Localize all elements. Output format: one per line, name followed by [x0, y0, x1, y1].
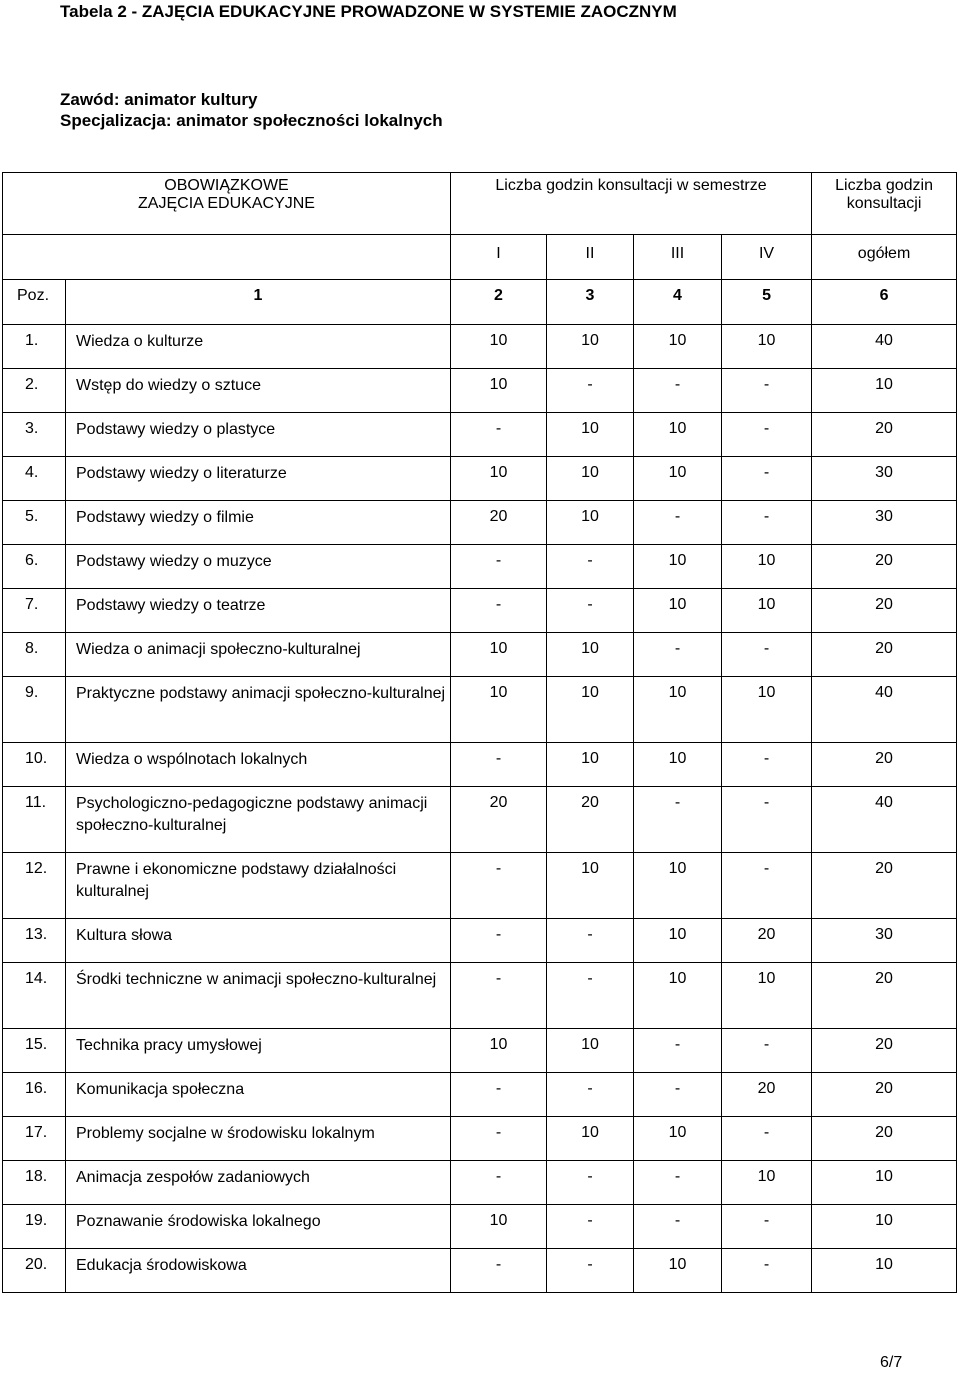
row-semester-4: 20	[722, 1073, 812, 1117]
table-row	[3, 919, 957, 963]
row-semester-2: 10	[547, 853, 634, 919]
header-blank-cell	[3, 235, 451, 280]
semester-iii-header: III	[634, 235, 722, 280]
table-row	[3, 501, 957, 545]
row-semester-3: -	[634, 1029, 722, 1073]
numbering-6: 6	[812, 280, 957, 325]
row-total: 20	[812, 1073, 957, 1117]
row-position: 2.	[3, 369, 66, 413]
row-position: 4.	[3, 457, 66, 501]
semesters-header	[451, 173, 812, 235]
row-semester-1: 10	[451, 1205, 547, 1249]
row-semester-1: 10	[451, 1029, 547, 1073]
row-position: 12.	[3, 853, 66, 919]
table-row	[3, 1117, 957, 1161]
row-semester-4: -	[722, 413, 812, 457]
row-total: 10	[812, 1161, 957, 1205]
table-row	[3, 457, 957, 501]
row-position: 5.	[3, 501, 66, 545]
row-semester-2: 10	[547, 633, 634, 677]
row-semester-1: 10	[451, 369, 547, 413]
row-position: 7.	[3, 589, 66, 633]
row-position: 18.	[3, 1161, 66, 1205]
row-total: 30	[812, 457, 957, 501]
row-course-name: Kultura słowa	[66, 919, 451, 963]
row-semester-2: 10	[547, 677, 634, 743]
row-position: 17.	[3, 1117, 66, 1161]
row-total: 20	[812, 963, 957, 1029]
row-semester-1: -	[451, 589, 547, 633]
row-semester-1: -	[451, 853, 547, 919]
row-semester-4: -	[722, 743, 812, 787]
row-total: 40	[812, 787, 957, 853]
row-semester-3: 10	[634, 1249, 722, 1293]
row-semester-2: 10	[547, 1029, 634, 1073]
row-semester-3: -	[634, 369, 722, 413]
row-semester-3: 10	[634, 545, 722, 589]
row-semester-2: -	[547, 1205, 634, 1249]
row-total: 20	[812, 853, 957, 919]
numbering-4: 4	[634, 280, 722, 325]
table-title: Tabela 2 - ZAJĘCIA EDUKACYJNE PROWADZONE W SYSTEMIE ZAOCZNYM	[60, 2, 677, 21]
row-course-name: Wiedza o wspólnotach lokalnych	[66, 743, 451, 787]
row-semester-4: -	[722, 1029, 812, 1073]
table-row	[3, 1205, 957, 1249]
row-semester-3: 10	[634, 589, 722, 633]
row-position: 14.	[3, 963, 66, 1029]
row-semester-4: -	[722, 457, 812, 501]
row-semester-1: -	[451, 963, 547, 1029]
profession-line: Zawód: animator kultury	[60, 90, 258, 109]
row-position: 9.	[3, 677, 66, 743]
row-position: 6.	[3, 545, 66, 589]
table-row	[3, 853, 957, 919]
row-total: 20	[812, 545, 957, 589]
row-course-name: Podstawy wiedzy o filmie	[66, 501, 451, 545]
row-course-name: Środki techniczne w animacji społeczno-kulturalnej	[66, 963, 451, 1029]
row-course-name: Prawne i ekonomiczne podstawy działalności kulturalnej	[66, 853, 451, 919]
row-position: 16.	[3, 1073, 66, 1117]
header-row-titles	[3, 173, 957, 235]
row-course-name: Poznawanie środowiska lokalnego	[66, 1205, 451, 1249]
row-semester-1: 10	[451, 457, 547, 501]
row-course-name: Wiedza o kulturze	[66, 325, 451, 369]
row-total: 10	[812, 1249, 957, 1293]
row-semester-2: 10	[547, 457, 634, 501]
numbering-2: 2	[451, 280, 547, 325]
numbering-3: 3	[547, 280, 634, 325]
row-position: 1.	[3, 325, 66, 369]
row-position: 19.	[3, 1205, 66, 1249]
row-total: 20	[812, 1117, 957, 1161]
row-semester-2: -	[547, 963, 634, 1029]
row-semester-4: -	[722, 1205, 812, 1249]
row-total: 20	[812, 589, 957, 633]
row-position: 13.	[3, 919, 66, 963]
row-semester-1: -	[451, 919, 547, 963]
row-position: 15.	[3, 1029, 66, 1073]
row-semester-3: -	[634, 787, 722, 853]
row-semester-2: 10	[547, 743, 634, 787]
row-position: 3.	[3, 413, 66, 457]
row-semester-3: -	[634, 633, 722, 677]
total-ogolem-header: ogółem	[812, 235, 957, 280]
total-header	[812, 173, 957, 235]
semesters-header-text: Liczba godzin konsultacji w semestrze	[495, 177, 767, 194]
row-semester-1: -	[451, 545, 547, 589]
row-semester-1: -	[451, 1161, 547, 1205]
row-semester-4: -	[722, 369, 812, 413]
row-course-name: Animacja zespołów zadaniowych	[66, 1161, 451, 1205]
row-semester-2: -	[547, 369, 634, 413]
row-semester-4: -	[722, 1117, 812, 1161]
numbering-1: 1	[66, 280, 451, 325]
row-course-name: Komunikacja społeczna	[66, 1073, 451, 1117]
header-row-semesters	[3, 235, 957, 280]
numbering-row	[3, 280, 957, 325]
row-semester-4: 10	[722, 677, 812, 743]
semester-iv-header: IV	[722, 235, 812, 280]
row-total: 10	[812, 369, 957, 413]
row-semester-3: 10	[634, 413, 722, 457]
row-course-name: Podstawy wiedzy o literaturze	[66, 457, 451, 501]
row-total: 20	[812, 413, 957, 457]
row-semester-4: -	[722, 633, 812, 677]
row-semester-4: -	[722, 787, 812, 853]
table-row	[3, 1029, 957, 1073]
specialization-line: Specjalizacja: animator społeczności lokalnych	[60, 111, 443, 130]
semester-i-header: I	[451, 235, 547, 280]
row-course-name: Edukacja środowiskowa	[66, 1249, 451, 1293]
row-position: 11.	[3, 787, 66, 853]
row-course-name: Podstawy wiedzy o teatrze	[66, 589, 451, 633]
row-course-name: Problemy socjalne w środowisku lokalnym	[66, 1117, 451, 1161]
row-semester-4: 10	[722, 545, 812, 589]
row-semester-2: -	[547, 919, 634, 963]
row-semester-3: 10	[634, 325, 722, 369]
row-course-name: Psychologiczno-pedagogiczne podstawy animacji społeczno-kulturalnej	[66, 787, 451, 853]
table-row	[3, 589, 957, 633]
table-row	[3, 1161, 957, 1205]
row-semester-4: 10	[722, 589, 812, 633]
page-number: 6/7	[880, 1354, 903, 1371]
row-position: 8.	[3, 633, 66, 677]
row-total: 10	[812, 1205, 957, 1249]
row-semester-3: 10	[634, 853, 722, 919]
row-semester-4: 10	[722, 325, 812, 369]
total-header-line1: Liczba godzin	[835, 177, 933, 194]
row-total: 20	[812, 1029, 957, 1073]
row-semester-1: -	[451, 1117, 547, 1161]
row-semester-2: 10	[547, 413, 634, 457]
row-course-name: Wiedza o animacji społeczno-kulturalnej	[66, 633, 451, 677]
row-semester-3: 10	[634, 919, 722, 963]
row-semester-4: -	[722, 1249, 812, 1293]
row-position: 20.	[3, 1249, 66, 1293]
row-semester-3: -	[634, 1161, 722, 1205]
row-semester-2: -	[547, 1161, 634, 1205]
courses-table	[2, 172, 957, 1293]
numbering-poz: Poz.	[3, 280, 66, 325]
row-semester-1: 20	[451, 501, 547, 545]
row-total: 30	[812, 501, 957, 545]
total-header-line2: konsultacji	[846, 195, 922, 212]
row-semester-1: -	[451, 743, 547, 787]
row-semester-1: -	[451, 1073, 547, 1117]
subjects-header	[3, 173, 451, 235]
row-semester-4: 10	[722, 1161, 812, 1205]
row-semester-4: 10	[722, 963, 812, 1029]
row-total: 30	[812, 919, 957, 963]
row-semester-3: 10	[634, 677, 722, 743]
row-total: 40	[812, 325, 957, 369]
table-row	[3, 1073, 957, 1117]
row-semester-2: -	[547, 1073, 634, 1117]
row-semester-2: 10	[547, 501, 634, 545]
table-row	[3, 413, 957, 457]
row-course-name: Podstawy wiedzy o plastyce	[66, 413, 451, 457]
row-semester-2: 20	[547, 787, 634, 853]
row-semester-1: -	[451, 413, 547, 457]
table-row	[3, 545, 957, 589]
table-row	[3, 677, 957, 743]
row-course-name: Technika pracy umysłowej	[66, 1029, 451, 1073]
row-course-name: Wstęp do wiedzy o sztuce	[66, 369, 451, 413]
row-total: 20	[812, 743, 957, 787]
row-semester-3: -	[634, 1073, 722, 1117]
row-semester-2: -	[547, 589, 634, 633]
row-course-name: Podstawy wiedzy o muzyce	[66, 545, 451, 589]
table-row	[3, 633, 957, 677]
row-semester-3: -	[634, 1205, 722, 1249]
row-semester-1: 10	[451, 633, 547, 677]
row-total: 20	[812, 633, 957, 677]
row-semester-2: -	[547, 1249, 634, 1293]
row-semester-3: 10	[634, 457, 722, 501]
row-course-name: Praktyczne podstawy animacji społeczno-kulturalnej	[66, 677, 451, 743]
table-row	[3, 743, 957, 787]
semester-ii-header: II	[547, 235, 634, 280]
numbering-5: 5	[722, 280, 812, 325]
table-row	[3, 1249, 957, 1293]
row-semester-3: -	[634, 501, 722, 545]
row-semester-3: 10	[634, 743, 722, 787]
subjects-header-line1: OBOWIĄZKOWE	[164, 177, 289, 194]
table-row	[3, 369, 957, 413]
row-semester-1: 10	[451, 677, 547, 743]
row-total: 40	[812, 677, 957, 743]
subjects-header-line2: ZAJĘCIA EDUKACYJNE	[138, 195, 315, 212]
row-position: 10.	[3, 743, 66, 787]
row-semester-4: -	[722, 501, 812, 545]
row-semester-4: 20	[722, 919, 812, 963]
table-row	[3, 963, 957, 1029]
row-semester-3: 10	[634, 963, 722, 1029]
row-semester-2: 10	[547, 1117, 634, 1161]
row-semester-3: 10	[634, 1117, 722, 1161]
row-semester-1: 20	[451, 787, 547, 853]
row-semester-1: -	[451, 1249, 547, 1293]
row-semester-2: 10	[547, 325, 634, 369]
table-row	[3, 325, 957, 369]
table-row	[3, 787, 957, 853]
row-semester-2: -	[547, 545, 634, 589]
row-semester-1: 10	[451, 325, 547, 369]
row-semester-4: -	[722, 853, 812, 919]
